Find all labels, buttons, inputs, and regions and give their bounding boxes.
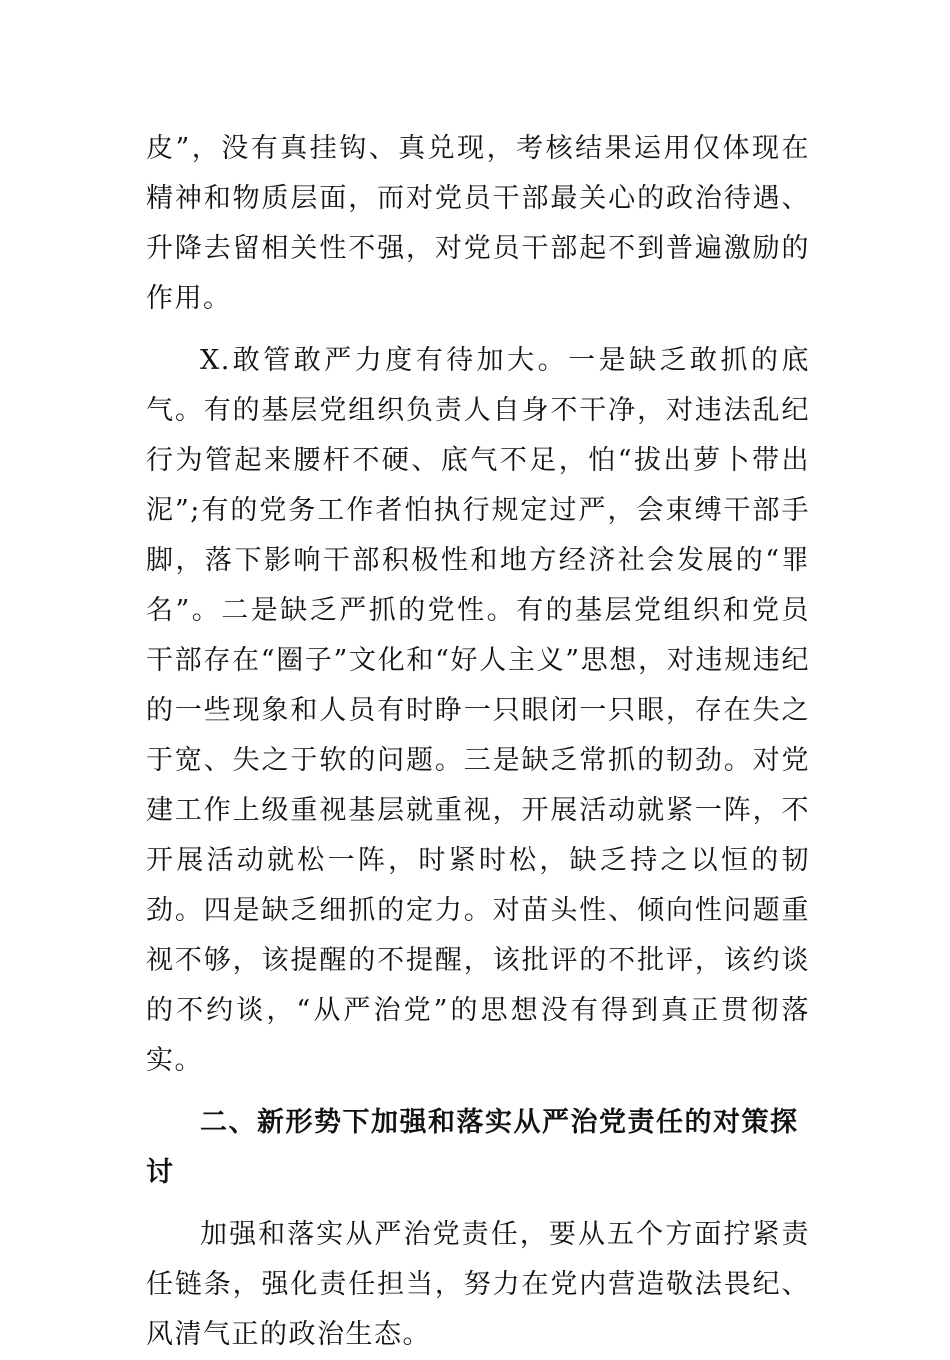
paragraph-continuation: 皮”，没有真挂钩、真兑现，考核结果运用仅体现在精神和物质层面，而对党员干部最关心的政治待遇、升降去留相关性不强，对党员干部起不到普遍激励的作用。 (146, 133, 810, 314)
paragraph-section-intro: 加强和落实从严治党责任，要从五个方面拧紧责任链条，强化责任担当，努力在党内营造敬法畏纪、风清气正的政治生态。 (146, 1219, 810, 1350)
section-heading: 二、新形势下加强和落实从严治党责任的对策探讨 (146, 1107, 799, 1188)
document-page (146, 124, 810, 1360)
paragraph-discipline-enforcement: X.敢管敢严力度有待加大。一是缺乏敢抓的底气。有的基层党组织负责人自身不干净，对违法乱纪行为管起来腰杆不硬、底气不足，怕“拔出萝卜带出泥”;有的党务工作者怕执行规定过严，会束缚干部手脚，落下影响干部积极性和地方经济社会发展的“罪名”。二是缺乏严抓的党性。有的基层党组织和党员干部存在“圈子”文化和“好人主义”思想，对违规违纪的一些现象和人员有时睁一只眼闭一只眼，存在失之于宽、失之于软的问题。三是缺乏常抓的韧劲。对党建工作上级重视基层就重视，开展活动就紧一阵，不开展活动就松一阵，时紧时松，缺乏持之以恒的韧劲。四是缺乏细抓的定力。对苗头性、倾向性问题重视不够，该提醒的不提醒，该批评的不批评，该约谈的不约谈，“从严治党”的思想没有得到真正贯彻落实。 (146, 345, 810, 1076)
